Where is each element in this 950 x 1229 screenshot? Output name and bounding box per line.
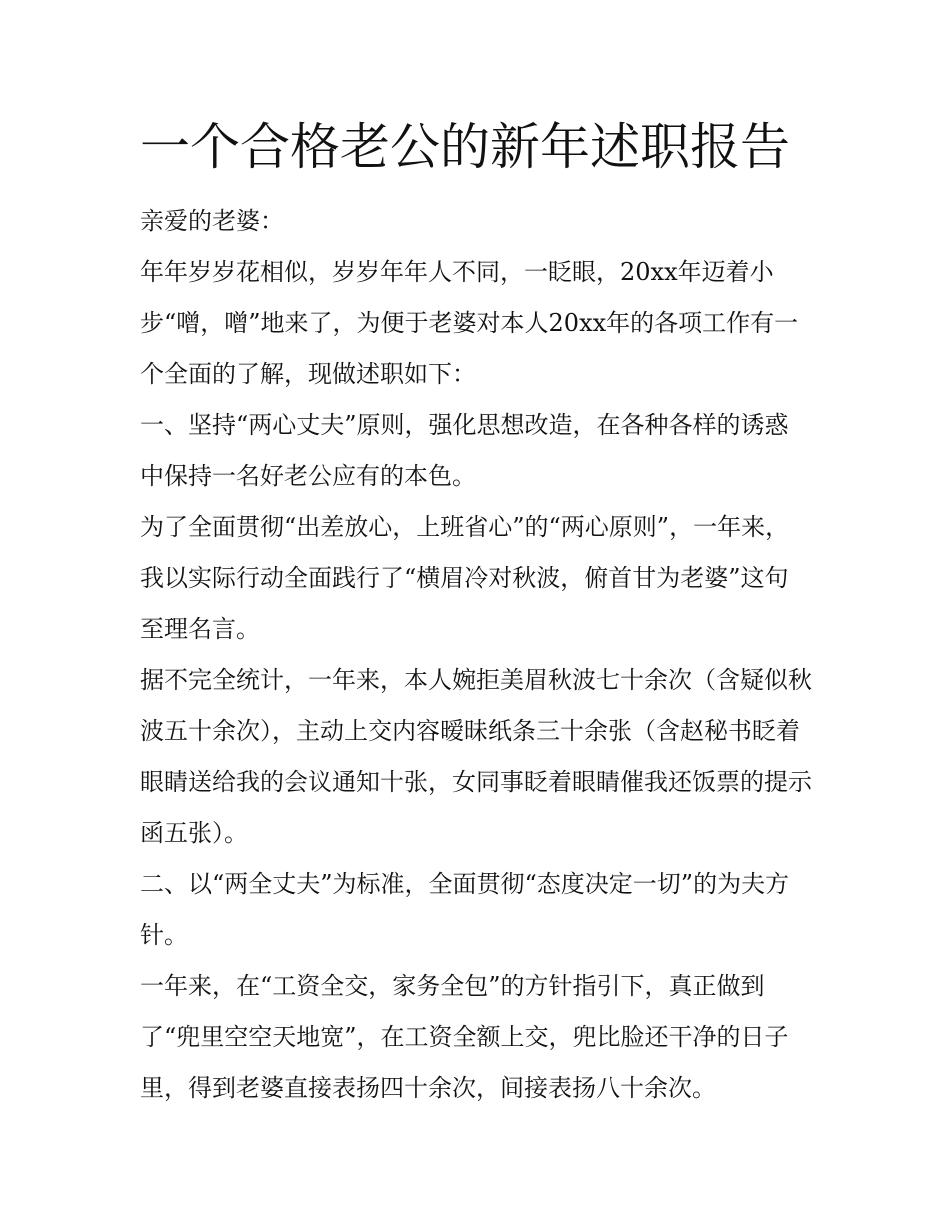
document-body: [140, 196, 812, 1114]
paragraph-salutation: 亲爱的老婆：: [140, 207, 284, 235]
paragraph-section-two-body: 一年来，在“工资全交，家务全包”的方针指引下，真正做到了“兜里空空天地宽”，在工资全额上交，兜比脸还干净的日子里，得到老婆直接表扬四十余次，间接表扬八十余次。: [140, 972, 789, 1102]
paragraph-section-one-heading: 一、坚持“两心丈夫”原则，强化思想改造，在各种各样的诱惑中保持一名好老公应有的本色。: [140, 411, 789, 490]
paragraph-section-two-heading: 二、以“两全丈夫”为标准，全面贯彻“态度决定一切”的为夫方针。: [140, 870, 790, 949]
paragraph-statistics: 据不完全统计，一年来，本人婉拒美眉秋波七十余次（含疑似秋波五十余次），主动上交内容暧昧纸条三十余张（含赵秘书眨着眼睛送给我的会议通知十张，女同事眨着眼睛催我还饭票的提示函五张）。: [140, 666, 812, 847]
paragraph-section-one-body: 为了全面贯彻“出差放心，上班省心”的“两心原则”，一年来，我以实际行动全面践行了“横眉冷对秋波，俯首甘为老婆”这句至理名言。: [140, 513, 790, 643]
document-title: 一个合格老公的新年述职报告: [140, 118, 790, 176]
paragraph-intro: 年年岁岁花相似，岁岁年年人不同，一眨眼，20xx年迈着小步“噌，噌”地来了，为便于老婆对本人20xx年的各项工作有一个全面的了解，现做述职如下：: [140, 258, 799, 388]
